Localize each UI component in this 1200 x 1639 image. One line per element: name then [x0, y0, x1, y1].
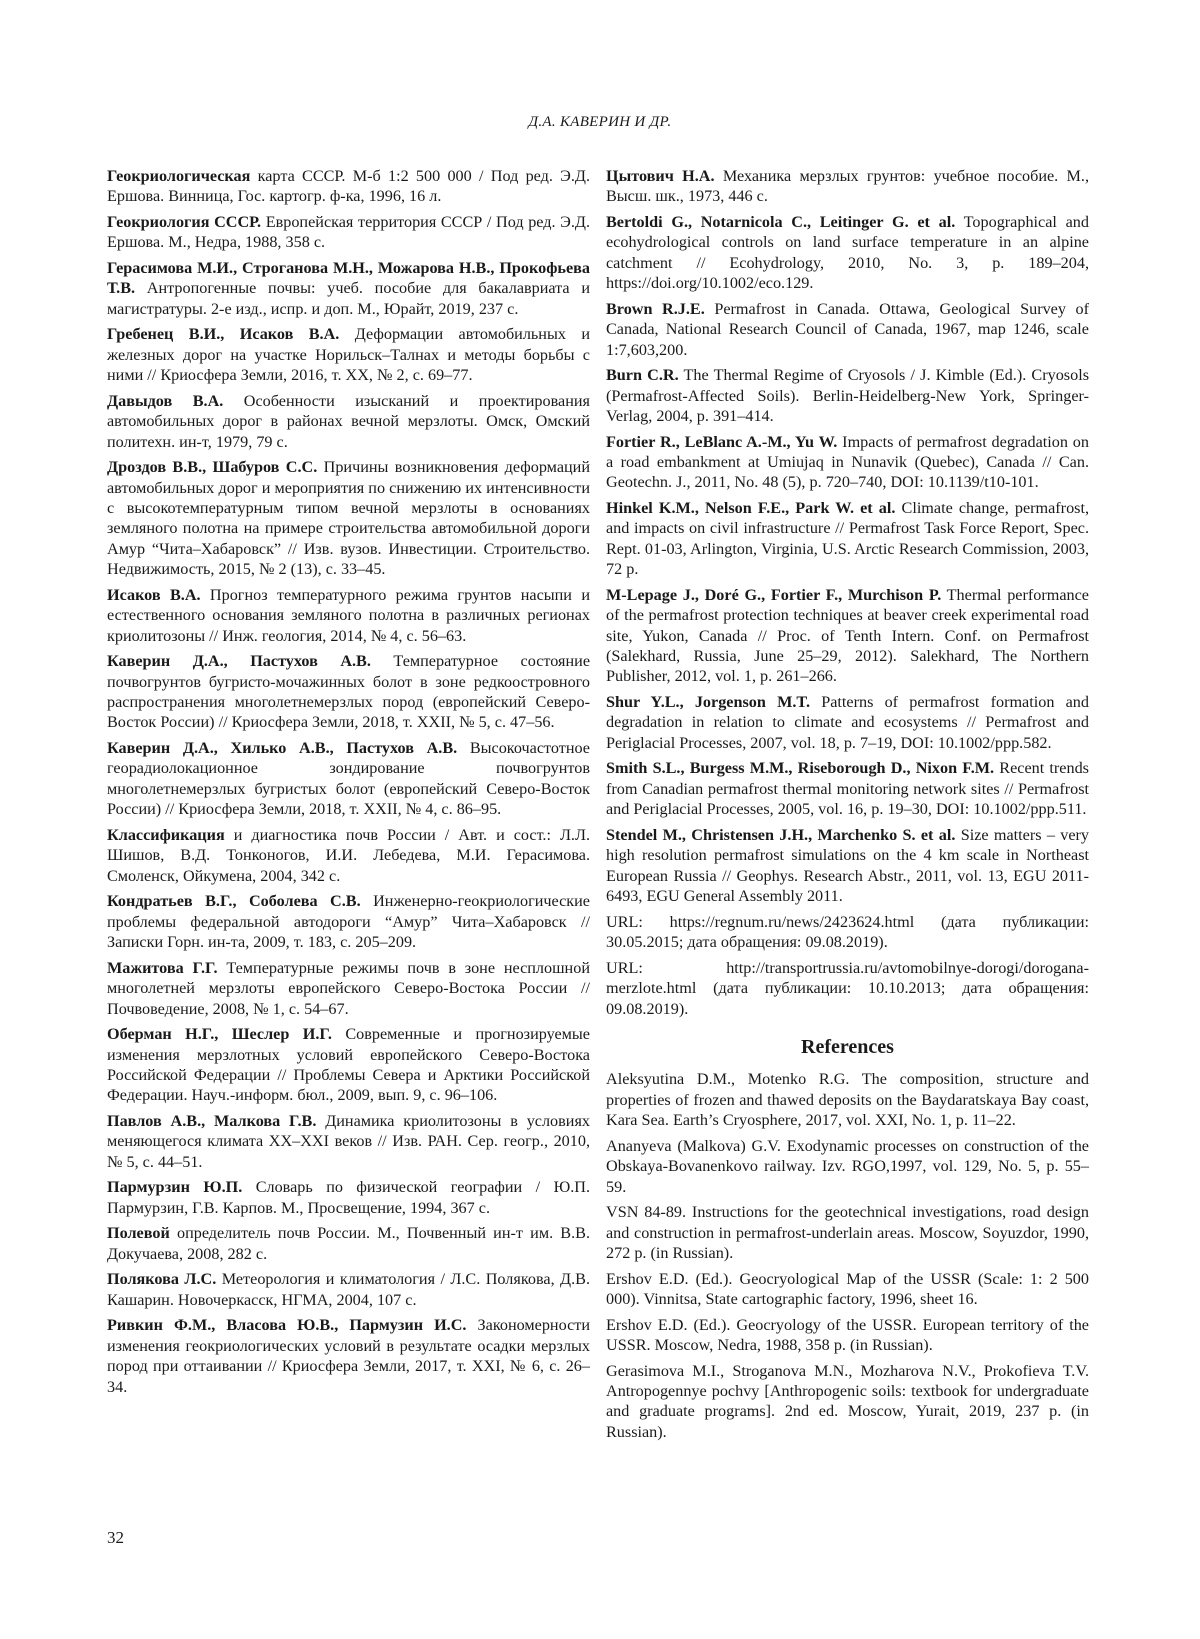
reference-authors: Fortier R., LeBlanc A.-M., Yu W.: [606, 432, 838, 451]
reference-authors: M-Lepage J., Doré G., Fortier F., Murchison P.: [606, 585, 942, 604]
reference-authors: Ривкин Ф.М., Власова Ю.В., Пармузин И.С.: [107, 1316, 467, 1335]
reference-authors: Полевой: [107, 1224, 170, 1243]
reference-text: Topographical and ecohydrological controls on land surface temperature in an alpine catchment // Ecohydrology, 2010, No. 3, p. 189–204, https://doi.org/10.1002/eco.129.: [606, 213, 1089, 293]
reference-authors: Цытович Н.А.: [606, 167, 715, 185]
reference-text: Gerasimova M.I., Stroganova M.N., Mozharova N.V., Prokofieva T.V. Antropogennye pochvy [Anthropogenic soils: textbook for undergraduate and graduate programs]. 2nd ed. Moscow, Yurait, 2019, 237 p. (in Russian).: [606, 1361, 1089, 1441]
reference-authors: Bertoldi G., Notarnicola C., Leitinger G. et al.: [606, 213, 956, 231]
reference-entry: [606, 432, 1089, 493]
reference-authors: Brown R.J.E.: [606, 299, 705, 318]
reference-entry: [107, 1269, 590, 1310]
reference-authors: Пармурзин Ю.П.: [107, 1178, 243, 1197]
references-heading: References: [801, 1035, 894, 1058]
reference-authors: Кондратьев В.Г., Соболева С.В.: [107, 892, 361, 911]
reference-entry: [107, 166, 590, 207]
reference-entry: [107, 825, 590, 886]
reference-entry: [606, 1136, 1089, 1197]
reference-entry: [107, 1111, 590, 1172]
reference-text: URL: https://regnum.ru/news/2423624.html (дата публикации: 30.05.2015; дата обращения: 09.08.2019).: [606, 912, 1089, 952]
reference-entry: [606, 912, 1089, 953]
reference-authors: Shur Y.L., Jorgenson M.T.: [606, 693, 811, 712]
reference-text: Температурные режимы почв в зоне несплошной многолетней мерзлоты европейского Северо-Востока России // Почвоведение, 2008, № 1, с. 54–67.: [107, 958, 590, 1018]
reference-text: определитель почв России. М., Почвенный ин-т им. В.В. Докучаева, 2008, 282 с.: [107, 1224, 590, 1263]
reference-entry: [107, 1024, 590, 1106]
reference-entry: [107, 457, 590, 579]
reference-text: Permafrost in Canada. Ottawa, Geological Survey of Canada, National Research Council of Canada, 1967, map 1246, scale 1:7,603,200.: [606, 299, 1090, 359]
reference-authors: Давыдов В.А.: [107, 391, 224, 410]
reference-text: Прогноз температурного режима грунтов насыпи и естественного основания земляного полотна в различных регионах криолитозоны // Инж. геология, 2014, № 4, с. 56–63.: [107, 585, 590, 645]
reference-entry: [107, 1177, 590, 1218]
reference-text: Size matters – very high resolution permafrost simulations on the 4 km scale in Northeast European Russia // Geophys. Research Abstr., 2011, vol. 13, EGU 2011-6493, EGU General Assembly 2011.: [606, 825, 1090, 906]
left-column: [107, 166, 590, 1402]
reference-text: Aleksyutina D.M., Motenko R.G. The composition, structure and properties of frozen and thawed deposits on the Baydaratskaya Bay coast, Kara Sea. Earth’s Cryosphere, 2017, vol. XXI, No. 1, p. 11–22.: [606, 1070, 1089, 1130]
reference-entry: [606, 212, 1089, 294]
reference-entry: [606, 758, 1089, 819]
reference-text: и диагностика почв России / Авт. и сост.: Л.Л. Шишов, В.Д. Тонконогов, И.И. Лебедева, М.И. Герасимова. Смоленск, Ойкумена, 2004, 342 с.: [107, 825, 590, 885]
reference-entry: [107, 585, 590, 646]
reference-entry: [107, 212, 590, 253]
reference-text: Climate change, permafrost, and impacts on civil infrastructure // Permafrost Task Force Report, Spec. Rept. 01-03, Arlington, Virginia, U.S. Arctic Research Commission, 2003, 72 p.: [606, 499, 1090, 579]
reference-text: URL: http://transportrussia.ru/avtomobilnye-dorogi/dorogana-merzlote.html (дата публикации: 10.10.2013; дата обращения: 09.08.2019).: [606, 958, 1089, 1018]
reference-authors: Каверин Д.А., Пастухов А.В.: [107, 652, 371, 671]
reference-authors: Hinkel K.M., Nelson F.E., Park W. et al.: [606, 499, 896, 518]
reference-authors: Полякова Л.С.: [107, 1270, 217, 1289]
reference-text: Ananyeva (Malkova) G.V. Exodynamic processes on construction of the Obskaya-Bovanenkovo railway. Izv. RGO,1997, vol. 129, No. 5, p. 55–59.: [606, 1136, 1089, 1196]
reference-entry: [107, 324, 590, 385]
reference-entry: [606, 1202, 1089, 1263]
reference-entry: [107, 391, 590, 452]
reference-entry: [606, 958, 1089, 1019]
reference-text: Ershov E.D. (Ed.). Geocryology of the USSR. European territory of the USSR. Moscow, Nedra, 1988, 358 p. (in Russian).: [606, 1315, 1089, 1354]
reference-authors: Мажитова Г.Г.: [107, 958, 218, 977]
reference-text: VSN 84-89. Instructions for the geotechnical investigations, road design and construction in permafrost-underlain areas. Moscow, Soyuzdor, 1990, 272 p. (in Russian).: [606, 1203, 1089, 1262]
reference-authors: Stendel M., Christensen J.H., Marchenko S. et al.: [606, 825, 956, 844]
reference-text: Деформации автомобильных и железных дорог на участке Норильск–Талнах и методы борьбы с ними // Криосфера Земли, 2016, т. XX, № 2, с. 69–77.: [107, 325, 591, 385]
reference-authors: Герасимова М.И., Строганова М.Н., Можарова Н.В., Прокофьева Т.В.: [107, 259, 590, 298]
reference-entry: [107, 958, 590, 1019]
reference-entry: [606, 825, 1089, 907]
page-number: 32: [107, 1528, 124, 1547]
reference-text: Impacts of permafrost degradation on a road embankment at Umiujaq in Nunavik (Quebec), Canada // Can. Geotechn. J., 2011, No. 48 (5), p. 720–740, DOI: 10.1139/t10-101.: [606, 432, 1089, 492]
reference-text: Recent trends from Canadian permafrost thermal monitoring network sites // Permafrost and Periglacial Processes, 2005, vol. 16, p. 19–30, DOI: 10.1002/ppp.511.: [606, 759, 1089, 819]
reference-authors: Каверин Д.А., Хилько А.В., Пастухов А.В.: [107, 739, 458, 758]
running-head: Д.А. КАВЕРИН И ДР.: [528, 114, 672, 130]
reference-text: Закономерности изменения геокриологических условий в результате осадки мерзлых пород при оттаивании // Криосфера Земли, 2017, т. XXI, № 6, с. 26–34.: [107, 1316, 591, 1396]
reference-authors: Оберман Н.Г., Шеслер И.Г.: [107, 1025, 332, 1044]
reference-text: карта СССР. М-б 1:2 500 000 / Под ред. Э.Д. Ершова. Винница, Гос. картогр. ф-ка, 1996, 16 л.: [107, 167, 590, 206]
reference-entry: [107, 891, 590, 952]
reference-entry: [107, 1315, 590, 1397]
reference-text: Температурное состояние почвогрунтов бугристо-мочажинных болот в зоне редкоостровного распространения многолетнемерзлых пород (европейский Северо-Восток России) // Криосфера Земли, 2018, т. XXII, № 5, с. 47–56.: [107, 652, 590, 732]
reference-entry: [107, 1223, 590, 1264]
reference-text: Механика мерзлых грунтов: учебное пособие. М., Высш. шк., 1973, 446 с.: [606, 167, 1090, 206]
reference-text: Ershov E.D. (Ed.). Geocryological Map of the USSR (Scale: 1: 2 500 000). Vinnitsa, State cartographic factory, 1996, sheet 16.: [606, 1269, 1089, 1308]
reference-entry: [606, 365, 1089, 426]
reference-entry: [606, 585, 1089, 687]
reference-text: Причины возникновения деформаций автомобильных дорог и мероприятия по снижению их интенсивности с высокотемпературным типом вечной мерзлоты в основаниях земляного полотна на примере строительства автомобильной дороги Амур “Чита–Хабаровск” // Изв. вузов. Инвестиции. Строительство. Недвижимость, 2015, № 2 (13), с. 33–45.: [107, 458, 590, 579]
reference-entry: [606, 692, 1089, 753]
reference-text: Метеорология и климатология / Л.С. Полякова, Д.В. Кашарин. Новочеркасск, НГМА, 2004, 107 с.: [107, 1270, 590, 1309]
reference-entry: [606, 1069, 1089, 1130]
reference-authors: Исаков В.А.: [107, 585, 201, 604]
reference-text: Современные и прогнозируемые изменения мерзлотных условий европейского Северо-Востока Российской Федерации // Проблемы Севера и Арктики Российской Федерации. Науч.-информ. бюл., 2009, вып. 9, с. 96–106.: [107, 1025, 590, 1105]
reference-entry: [107, 651, 590, 733]
reference-text: Patterns of permafrost formation and degradation in relation to climate and ecosystems // Permafrost and Periglacial Processes, 2007, vol. 18, p. 7–19, DOI: 10.1002/ppp.582.: [606, 693, 1089, 752]
reference-text: Антропогенные почвы: учеб. пособие для бакалавриата и магистратуры. 2-е изд., испр. и доп. М., Юрайт, 2019, 237 с.: [107, 279, 590, 318]
reference-text: Thermal performance of the permafrost protection techniques at beaver creek experimental road site, Yukon, Canada // Proc. of Tenth Intern. Conf. on Permafrost (Salekhard, Russia, June 25–29, 2012). Salekhard, The Northern Publisher, 2012, vol. 1, p. 261–266.: [606, 585, 1089, 686]
right-column: [606, 166, 1089, 1447]
reference-authors: Burn C.R.: [606, 366, 679, 385]
reference-authors: Павлов А.В., Малкова Г.В.: [107, 1111, 317, 1130]
reference-authors: Smith S.L., Burgess M.M., Riseborough D., Nixon F.M.: [606, 759, 995, 778]
reference-entry: [606, 1315, 1089, 1356]
reference-text: Инженерно-геокриологические проблемы федеральной автодороги “Амур” Чита–Хабаровск // Записки Горн. ин-та, 2009, т. 183, с. 205–209.: [107, 892, 590, 952]
reference-text: Динамика криолитозоны в условиях меняющегося климата XX–XXI веков // Изв. РАН. Сер. геогр., 2010, № 5, с. 44–51.: [107, 1111, 590, 1171]
reference-entry: [107, 738, 590, 820]
reference-entry: [606, 1269, 1089, 1310]
reference-entry: [606, 498, 1089, 580]
reference-authors: Классификация: [107, 825, 225, 844]
reference-authors: Геокриологическая: [107, 167, 251, 185]
reference-authors: Геокриология СССР.: [107, 213, 262, 231]
reference-entry: [107, 258, 590, 319]
reference-entry: [606, 299, 1089, 360]
reference-entry: [606, 166, 1089, 207]
reference-authors: Гребенец В.И., Исаков В.А.: [107, 325, 340, 344]
reference-text: Особенности изысканий и проектирования автомобильных дорог в районах вечной мерзлоты. Омск, Омский политехн. ин-т, 1979, 79 с.: [107, 391, 590, 451]
reference-text: Высокочастотное георадиолокационное зондирование почвогрунтов многолетнемерзлых бугристых болот (европейский Северо-Восток России) // Криосфера Земли, 2018, т. XXII, № 4, с. 86–95.: [107, 739, 590, 819]
reference-text: Словарь по физической географии / Ю.П. Пармурзин, Г.В. Карпов. М., Просвещение, 1994, 367 с.: [107, 1178, 590, 1217]
reference-text: Европейская территория СССР / Под ред. Э.Д. Ершова. М., Недра, 1988, 358 с.: [107, 213, 590, 252]
reference-text: The Thermal Regime of Cryosols / J. Kimble (Ed.). Cryosols (Permafrost-Affected Soils). Berlin-Heidelberg-New York, Springer-Verlag, 2004, p. 391–414.: [606, 366, 1089, 426]
reference-authors: Дроздов В.В., Шабуров С.С.: [107, 458, 318, 477]
reference-entry: [606, 1361, 1089, 1443]
